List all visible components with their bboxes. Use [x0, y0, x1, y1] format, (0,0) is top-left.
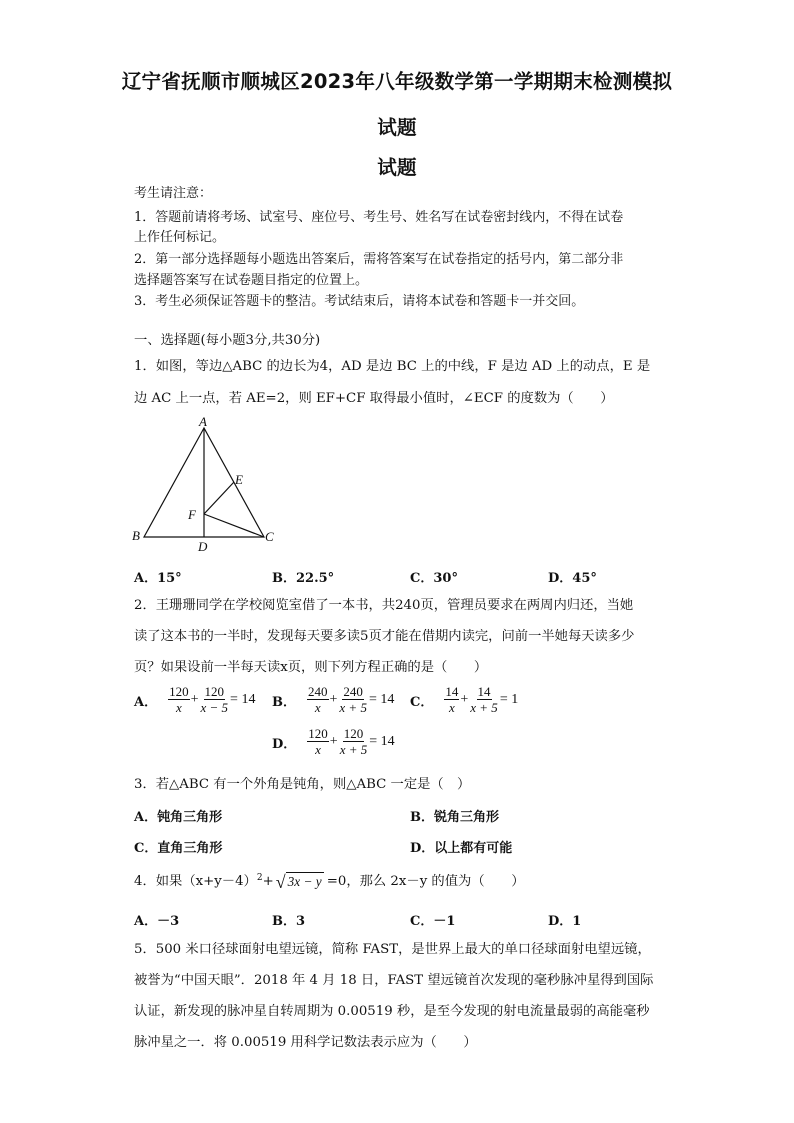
label-c: C [265, 529, 274, 544]
q2-option-a [134, 684, 255, 716]
numerator: 240 [308, 684, 328, 699]
fraction [338, 684, 368, 716]
q4-exponent: 2 [256, 872, 263, 883]
question-2-line2: 读了这本书的一半时，发现每天要多读5页才能在借期内读完，问前一半她每天读多少 [134, 629, 635, 644]
notice-heading: 考生请注意： [134, 186, 213, 201]
question-4-stem [134, 872, 525, 891]
q2-option-c [410, 684, 518, 716]
question-5-line2: 被誉为“中国天眼”．2018 年 4 月 18 日，FAST 望远镜首次发现的毫秒脉冲星得到国际 [134, 973, 654, 988]
fraction [444, 684, 459, 716]
denominator: x [175, 700, 182, 715]
question-5-line3: 认证，新发现的脉冲星自转周期为 0.00519 秒，是至今发现的射电流量最弱的高能毫秒 [134, 1004, 650, 1019]
fraction [168, 684, 190, 716]
equation-rhs: = 14 [368, 692, 395, 707]
page-title-line2: 试题 [377, 116, 417, 139]
fraction [307, 726, 329, 758]
question-2-line1: 2．王珊珊同学在学校阅览室借了一本书，共240页，管理员要求在两周内归还，当她 [134, 598, 634, 613]
question-1-line1: 1．如图，等边△ABC 的边长为4，AD 是边 BC 上的中线，F 是边 AD 上的动点，E 是 [134, 359, 651, 374]
q4-option-b: B．3 [272, 914, 306, 929]
q4-stem-part2: =0，那么 2x－y 的值为（ ） [326, 873, 525, 889]
q4-stem-part1: 4．如果（x+y－4） [134, 873, 257, 889]
equation-rhs: = 14 [369, 734, 395, 749]
segment-fc [204, 514, 264, 537]
notice-item-2-cont: 选择题答案写在试卷题目指定的位置上。 [134, 273, 369, 288]
numerator: 120 [343, 726, 364, 741]
numerator: 120 [308, 726, 328, 741]
page-title-line3: 试题 [377, 156, 417, 179]
label-e: E [235, 472, 243, 487]
notice-item-1-cont: 上作任何标记。 [134, 230, 226, 245]
plus-sign: + [329, 692, 338, 707]
plus-sign: + [190, 692, 199, 707]
notice-item-3: 3．考生必须保证答题卡的整洁。考试结束后，请将本试卷和答题卡一并交回。 [134, 294, 585, 309]
label-b: B [132, 528, 140, 543]
numerator: 14 [477, 684, 491, 699]
q2-option-b-label: B． [272, 694, 296, 710]
q3-option-b: B．锐角三角形 [410, 810, 499, 825]
label-a: A [199, 416, 207, 429]
q2-option-d-label: D． [272, 736, 297, 752]
q2-option-d [272, 726, 395, 758]
equation-rhs: = 1 [499, 692, 519, 707]
question-2-line3: 页？如果设前一半每天读x页，则下列方程正确的是（ ） [134, 660, 488, 675]
segment-fe [204, 482, 234, 514]
numerator: 120 [169, 684, 189, 699]
q4-plus: + [262, 873, 274, 889]
label-f: F [188, 507, 196, 522]
numerator: 240 [343, 684, 363, 699]
q2-option-c-label: C． [410, 694, 434, 710]
sqrt-icon: √ [275, 871, 286, 892]
q3-option-c: C．直角三角形 [134, 841, 223, 856]
notice-item-1: 1．答题前请将考场、试室号、座位号、考生号、姓名写在试卷密封线内，不得在试卷 [134, 210, 624, 225]
denominator: x + 5 [339, 742, 368, 757]
q3-option-d: D．以上都有可能 [410, 841, 513, 856]
q4-option-c: C．－1 [410, 914, 456, 929]
numerator: 120 [204, 684, 225, 699]
q2-option-b [272, 684, 394, 716]
denominator: x + 5 [339, 700, 367, 715]
plus-sign: + [460, 692, 469, 707]
q1-option-c: C．30° [410, 571, 458, 586]
question-3-stem: 3．若△ABC 有一个外角是钝角，则△ABC 一定是（ ） [134, 777, 471, 792]
q4-option-d: D．1 [548, 914, 582, 929]
q3-option-a: A．钝角三角形 [134, 810, 223, 825]
denominator: x − 5 [200, 700, 229, 715]
label-d: D [198, 539, 208, 554]
fraction [469, 684, 499, 716]
q1-option-d: D．45° [548, 571, 597, 586]
notice-item-2: 2．第一部分选择题每小题选出答案后，需将答案写在试卷指定的括号内，第二部分非 [134, 252, 624, 267]
q4-option-a: A．－3 [134, 914, 180, 929]
denominator: x + 5 [470, 700, 498, 715]
question-5-line4: 脉冲星之一．将 0.00519 用科学记数法表示应为（ ） [134, 1035, 477, 1050]
q1-option-b: B．22.5° [272, 571, 335, 586]
page-title: 辽宁省抚顺市顺城区2023年八年级数学第一学期期末检测模拟 [121, 70, 673, 93]
denominator: x [315, 742, 321, 757]
section-heading: 一、选择题(每小题3分,共30分) [134, 333, 321, 348]
denominator: x [314, 700, 321, 715]
fraction [200, 684, 230, 716]
numerator: 14 [445, 684, 459, 699]
q4-radicand: 3x − y [287, 874, 322, 889]
triangle-figure [128, 416, 288, 556]
denominator: x [448, 700, 455, 715]
fraction [339, 726, 369, 758]
plus-sign: + [329, 734, 338, 749]
question-5-line1: 5．500 米口径球面射电望远镜，简称 FAST，是世界上最大的单口径球面射电望远镜， [134, 942, 651, 957]
q1-option-a: A．15° [134, 571, 182, 586]
q2-option-a-label: A． [134, 694, 158, 710]
equation-rhs: = 14 [230, 692, 256, 707]
question-1-line2: 边 AC 上一点，若 AE=2，则 EF+CF 取得最小值时，∠ECF 的度数为（ ） [134, 391, 614, 406]
fraction [307, 684, 329, 716]
